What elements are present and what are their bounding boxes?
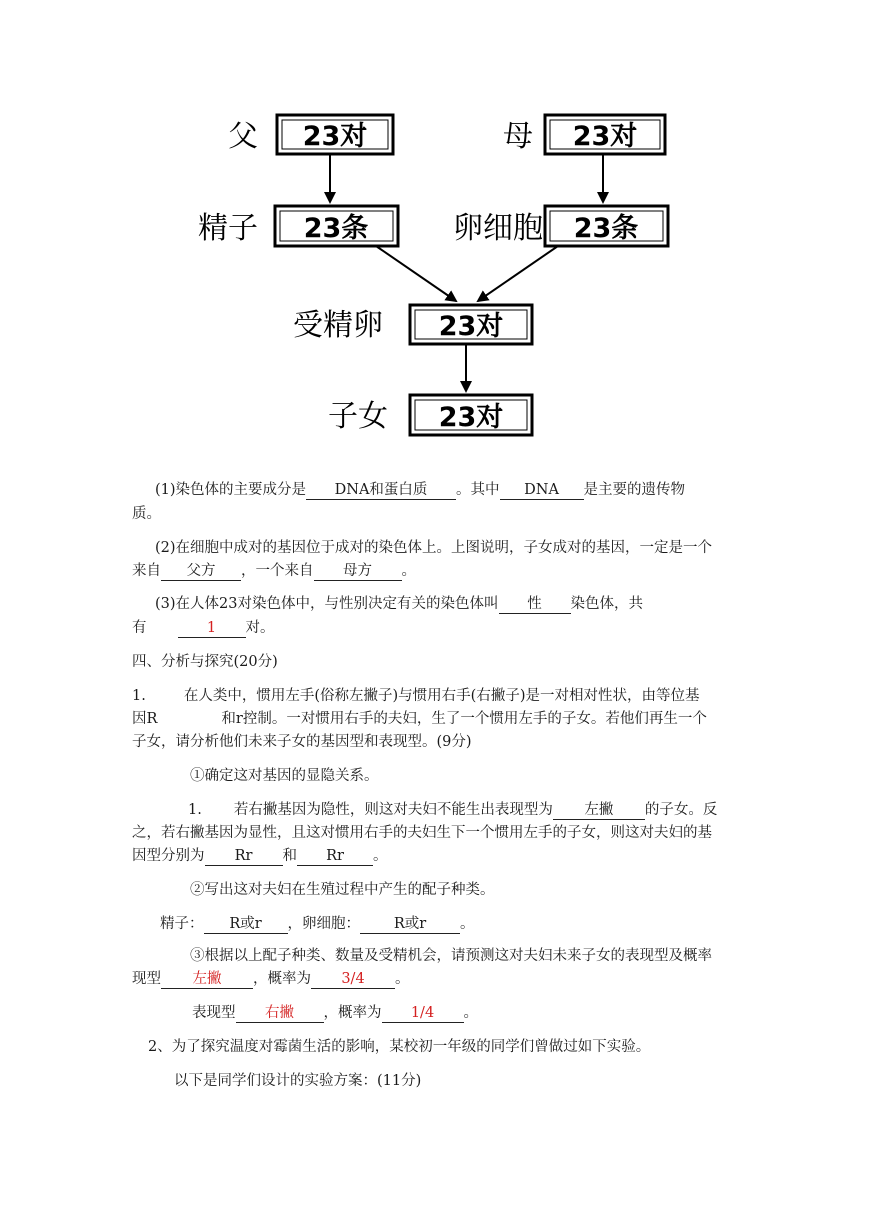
p1-ph2-prefix: 表现型 [192, 1005, 236, 1021]
q3-answer-2: 1 [178, 620, 246, 638]
p1-s1-l3-prefix: 因型分别为 [132, 848, 205, 864]
egg-label: 卵细胞 [453, 211, 543, 246]
egg-count: 23条 [573, 213, 639, 244]
p1-s1-answer-2: Rr [205, 848, 283, 866]
q3-line1 [155, 594, 643, 614]
p1-phenotype-1 [132, 969, 410, 989]
p1-text-2a: 因R [132, 711, 158, 727]
zygote-box [410, 305, 532, 344]
q3-line2 [132, 618, 275, 638]
p1-s1-prefix: 若右撇基因为隐性，则这对夫妇不能生出表现型为 [233, 802, 553, 818]
q3-suffix-2: 对。 [245, 620, 275, 636]
p1-text-1: 在人类中，惯用左手(俗称左撇子)与惯用右手(右撇子)是一对相对性状，由等位基 [183, 688, 700, 704]
p1-ph2-mid: ，概率为 [323, 1005, 382, 1021]
mother-label: 母 [503, 119, 533, 154]
mother-count: 23对 [572, 121, 638, 152]
q2-line2 [132, 561, 416, 581]
p1-s1-answer-3: Rr [297, 848, 373, 866]
p1-s1-l3-suffix: 。 [373, 848, 388, 864]
q2-prefix: 来自 [132, 563, 161, 579]
p1-sub1 [190, 766, 379, 786]
p1-line2 [132, 709, 707, 729]
p1-ph1-mid: ，概率为 [253, 971, 311, 987]
q1-line1 [155, 480, 685, 500]
p1-text-2b: 和r控制。一对惯用右手的夫妇，生了一个惯用左手的子女。若他们再生一个 [221, 711, 707, 727]
mother-box [545, 115, 665, 154]
q1-continuation: 质。 [132, 506, 161, 522]
arrow-sperm-to-zygote [376, 246, 456, 301]
p1-s1-line3 [132, 846, 388, 866]
p1-gametes-mid: ，卵细胞： [287, 916, 360, 932]
q2-answer-2: 母方 [314, 563, 402, 581]
p1-ph1-suffix: 。 [395, 971, 410, 987]
p1-ph2-answer: 右撇 [236, 1005, 324, 1023]
q2-text: (2)在细胞中成对的基因位于成对的染色体上。上图说明，子女成对的基因，一定是一个 [155, 540, 713, 556]
section-4-title [132, 652, 278, 672]
p1-gametes-suffix: 。 [460, 916, 475, 932]
child-box [410, 395, 532, 435]
q2-mid: ，一个来自 [241, 563, 314, 579]
p1-s1-line2 [132, 823, 712, 843]
section-4-title-text: 四、分析与探究(20分) [132, 654, 278, 670]
p2-line1 [148, 1037, 650, 1057]
father-count: 23对 [302, 121, 368, 152]
p1-s1-suffix: 的子女。反 [644, 802, 718, 818]
child-count: 23对 [438, 402, 504, 433]
sperm-label: 精子 [198, 211, 258, 246]
p1-line1 [132, 686, 699, 706]
p1-sub2-text: ②写出这对夫妇在生殖过程中产生的配子种类。 [190, 882, 495, 898]
q3-prefix-2: 有 [132, 620, 147, 636]
q1-answer-2: DNA [500, 482, 584, 500]
q3-answer-1: 性 [499, 596, 571, 614]
p1-text-3: 子女，请分析他们未来子女的基因型和表现型。(9分) [132, 734, 472, 750]
q2-line1 [155, 538, 712, 558]
p1-gametes [160, 914, 475, 934]
p1-ph1-prefix: 现型 [132, 971, 161, 987]
p2-text-1: 2、为了探究温度对霉菌生活的影响，某校初一年级的同学们曾做过如下实验。 [148, 1039, 651, 1055]
arrow-egg-to-zygote [478, 246, 558, 301]
p1-number: 1. [132, 688, 146, 704]
p1-sub3 [190, 946, 712, 966]
q2-answer-1: 父方 [161, 563, 241, 581]
p1-ph1-answer: 左撇 [161, 971, 253, 989]
chromosome-inheritance-diagram [0, 0, 869, 450]
p1-phenotype-2 [192, 1003, 478, 1023]
zygote-label: 受精卵 [293, 308, 383, 343]
q1-suffix: 是主要的遗传物 [583, 482, 686, 498]
father-label: 父 [228, 119, 258, 154]
p1-sub1-text: ①确定这对基因的显隐关系。 [190, 768, 379, 784]
q1-mid: 。其中 [456, 482, 500, 498]
father-box [277, 115, 393, 154]
p1-line3 [132, 732, 472, 752]
q2-suffix: 。 [401, 563, 416, 579]
p1-s1-text-2: 之，若右撇基因为显性，且这对惯用右手的夫妇生下一个惯用左手的子女，则这对夫妇的基 [132, 825, 712, 841]
p1-ph2-probability: 1/4 [382, 1005, 464, 1023]
p1-gametes-egg: R或r [360, 916, 460, 934]
p1-s1-answer: 左撇 [553, 802, 645, 820]
p1-s1-l3-mid: 和 [282, 848, 297, 864]
p1-ph1-probability: 3/4 [311, 971, 395, 989]
q1-answer-1: DNA和蛋白质 [306, 482, 456, 500]
p1-sub3-text: ③根据以上配子种类、数量及受精机会，请预测这对夫妇未来子女的表现型及概率 [190, 948, 712, 964]
q3-suffix: 染色体，共 [570, 596, 643, 612]
egg-box [545, 206, 668, 246]
q1-line2 [132, 504, 161, 524]
p1-s1-number: 1. [188, 802, 202, 818]
p1-gametes-prefix: 精子： [160, 916, 204, 932]
zygote-count: 23对 [438, 311, 504, 342]
p1-ph2-suffix: 。 [463, 1005, 478, 1021]
q3-prefix: (3)在人体23对染色体中，与性别决定有关的染色体叫 [155, 596, 499, 612]
p1-gametes-sperm: R或r [204, 916, 288, 934]
p1-s1-line1 [188, 800, 717, 820]
child-label: 子女 [328, 399, 388, 434]
sperm-count: 23条 [303, 213, 369, 244]
p2-text-2: 以下是同学们设计的实验方案：(11分) [174, 1073, 422, 1089]
sperm-box [275, 206, 398, 246]
p1-sub2 [190, 880, 495, 900]
p2-line2 [174, 1071, 421, 1091]
q1-prefix: (1)染色体的主要成分是 [155, 482, 307, 498]
